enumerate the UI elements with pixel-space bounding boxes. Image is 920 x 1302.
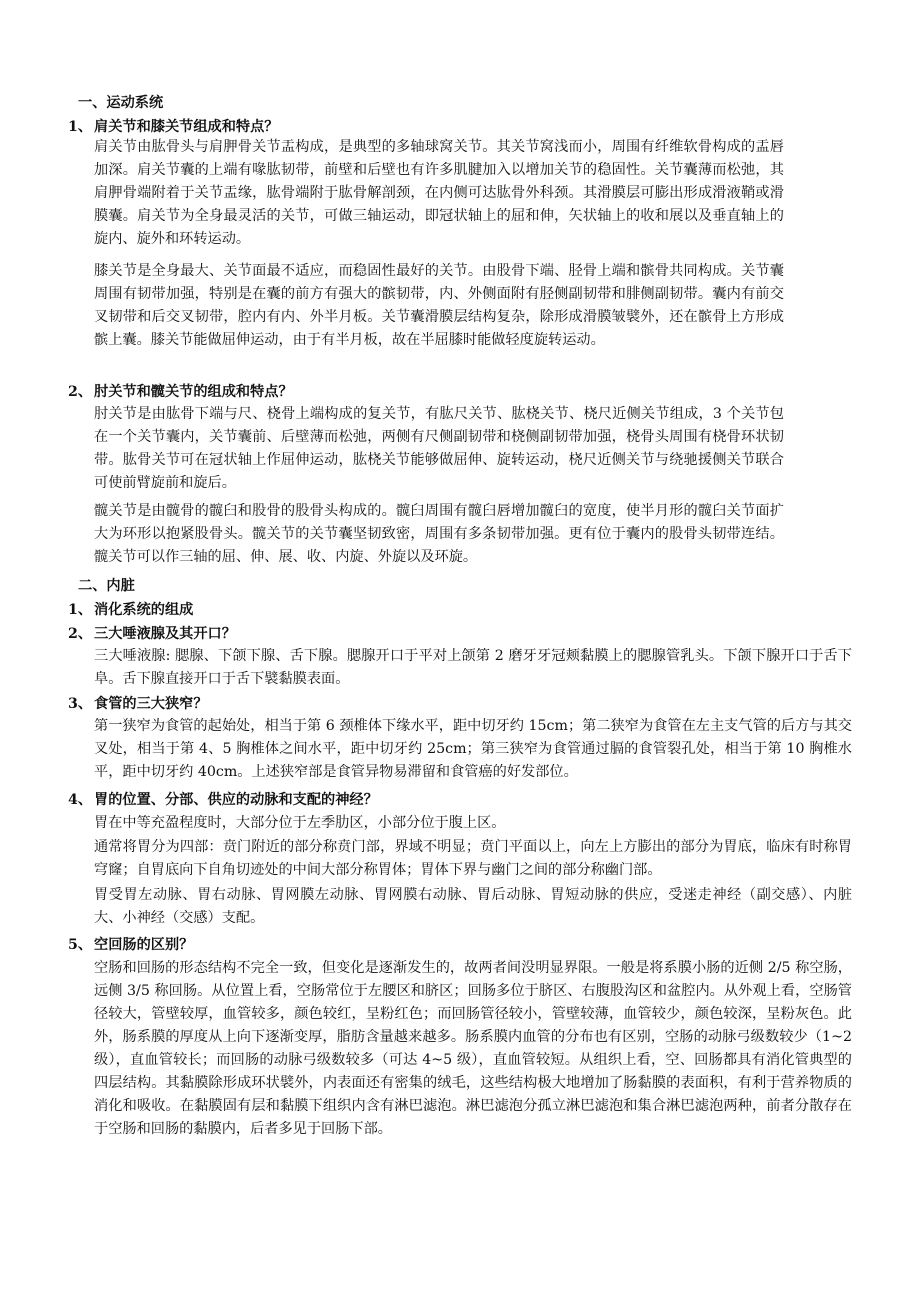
question-number: 4、: [68, 792, 93, 808]
paragraph-knee-joint: 膝关节是全身最大、关节面最不适应，而稳固性最好的关节。由股骨下端、胫骨上端和髌骨共同构成。关节囊周围有韧带加强，特别是在囊的前方有强大的髌韧带，内、外侧面附有胫侧副韧带和腓侧副韧带。囊内有前交叉韧带和后交叉韧带，腔内有内、外半月板。关节囊滑膜层结构复杂，除形成滑膜皱襞外，还在髌骨上方形成髌上囊。膝关节能做屈伸运动，由于有半月板，故在半屈膝时能做轻度旋转运动。: [94, 263, 784, 348]
question-heading-2: [68, 381, 293, 401]
question-number: 1、: [68, 602, 93, 618]
question-title: 食管的三大狭窄？: [94, 696, 208, 712]
paragraph-salivary-glands: 三大唾液腺: 腮腺、下颌下腺、舌下腺。腮腺开口于平对上颌第 2 磨牙牙冠颊黏膜上的腮腺管乳头。下颌下腺开口于舌下阜。舌下腺直接开口于舌下襞黏膜表面。: [94, 648, 852, 687]
question-title: 胃的位置、分部、供应的动脉和支配的神经？: [94, 792, 378, 808]
paragraph-jejunum-ileum: 空肠和回肠的形态结构不完全一致，但变化是逐渐发生的，故两者间没明显界限。一般是将系膜小肠的近侧 2/5 称空肠，远侧 3/5 称回肠。从位置上看，空肠常位于左腰区和脐区；回肠多位于脐区、右腹股沟区和盆腔内。从外观上看，空肠管径较大，管壁较厚，血管较多，颜色较红，呈粉红色；而回肠管径较小，管壁较薄，血管较少，颜色较深，呈粉灰色。此外，肠系膜的厚度从上向下逐渐变厚，脂肪含量越来越多。肠系膜内血管的分布也有区别，空肠的动脉弓级数较少（1~2 级），直血管较长；而回肠的动脉弓级数较多（可达 4~5 级），直血管较短。从组织上看，空、回肠都具有消化管典型的四层结构。其黏膜除形成环状襞外，内表面还有密集的绒毛，这些结构极大地增加了肠黏膜的表面积，有利于营养物质的消化和吸收。在黏膜固有层和黏膜下组织内含有淋巴滤泡。淋巴滤泡分孤立淋巴滤泡和集合淋巴滤泡两种，前者分散存在于空肠和回肠的黏膜内，后者多见于回肠下部。: [94, 960, 852, 1137]
question-title: 肩关节和膝关节组成和特点？: [94, 119, 279, 135]
question-number: 1、: [68, 119, 93, 135]
question-heading-salivary: [68, 623, 236, 643]
paragraph-stomach-position: 胃在中等充盈程度时，大部分位于左季肋区，小部分位于腹上区。: [94, 815, 506, 831]
question-heading-esophagus: [68, 693, 208, 713]
question-title: 消化系统的组成: [94, 602, 194, 618]
question-number: 2、: [68, 626, 93, 642]
question-heading-1: [68, 116, 278, 136]
question-title: 肘关节和髋关节的组成和特点？: [94, 384, 293, 400]
paragraph-stomach-supply: 胃受胃左动脉、胃右动脉、胃网膜左动脉、胃网膜右动脉、胃后动脉、胃短动脉的供应，受迷走神经（副交感）、内脏大、小神经（交感）支配。: [94, 887, 852, 926]
question-title: 空回肠的区别？: [94, 937, 194, 953]
paragraph-stomach-parts: 通常将胃分为四部：贲门附近的部分称贲门部，界域不明显；贲门平面以上，向左上方膨出的部分为胃底，临床有时称胃穹窿；自胃底向下自角切迹处的中间大部分称胃体；胃体下界与幽门之间的部分称幽门部。: [94, 839, 852, 878]
paragraph-elbow-joint: 肘关节是由肱骨下端与尺、桡骨上端构成的复关节，有肱尺关节、肱桡关节、桡尺近侧关节组成，3 个关节包在一个关节囊内，关节囊前、后壁薄而松弛，两侧有尺侧副韧带和桡侧副韧带加强，桡骨头周围有桡骨环状韧带。肱骨关节可在冠状轴上作屈伸运动，肱桡关节能够做屈伸、旋转运动，桡尺近侧关节与绕驰援侧关节联合可使前臂旋前和旋后。: [94, 406, 784, 491]
section-title-viscera: 二、内脏: [78, 578, 135, 594]
question-number: 3、: [68, 696, 93, 712]
question-heading-digestive: [68, 599, 193, 619]
question-title: 三大唾液腺及其开口？: [94, 626, 236, 642]
question-heading-stomach: [68, 789, 378, 809]
paragraph-shoulder-joint: 肩关节由肱骨头与肩胛骨关节盂构成，是典型的多轴球窝关节。其关节窝浅而小，周围有纤维软骨构成的盂唇加深。肩关节囊的上端有喙肱韧带，前壁和后壁也有许多肌腱加入以增加关节的稳固性。关节囊薄而松弛，其肩胛骨端附着于关节盂缘，肱骨端附于肱骨解剖颈，在内侧可达肱骨外科颈。其滑膜层可膨出形成滑液鞘或滑膜囊。肩关节为全身最灵活的关节，可做三轴运动，即冠状轴上的屈和伸，矢状轴上的收和展以及垂直轴上的旋内、旋外和环转运动。: [94, 139, 784, 247]
section-title-locomotor: 一、运动系统: [78, 95, 164, 111]
paragraph-hip-joint: 髋关节是由髋骨的髋臼和股骨的股骨头构成的。髋臼周围有髋臼唇增加髋臼的宽度，使半月形的髋臼关节面扩大为环形以抱紧股骨头。髋关节的关节囊坚韧致密，周围有多条韧带加强。更有位于囊内的股骨头韧带连结。髋关节可以作三轴的屈、伸、展、收、内旋、外旋以及环旋。: [94, 503, 784, 565]
paragraph-esophagus-narrowings: 第一狭窄为食管的起始处，相当于第 6 颈椎体下缘水平，距中切牙约 15cm；第二狭窄为食管在左主支气管的后方与其交叉处，相当于第 4、5 胸椎体之间水平，距中切牙约 25cm；第三狭窄为食管通过膈的食管裂孔处，相当于第 10 胸椎水平，距中切牙约 40cm。上述狭窄部是食管异物易滞留和食管癌的好发部位。: [94, 718, 852, 780]
question-number: 2、: [68, 384, 93, 400]
question-number: 5、: [68, 937, 93, 953]
question-heading-intestine: [68, 934, 193, 954]
